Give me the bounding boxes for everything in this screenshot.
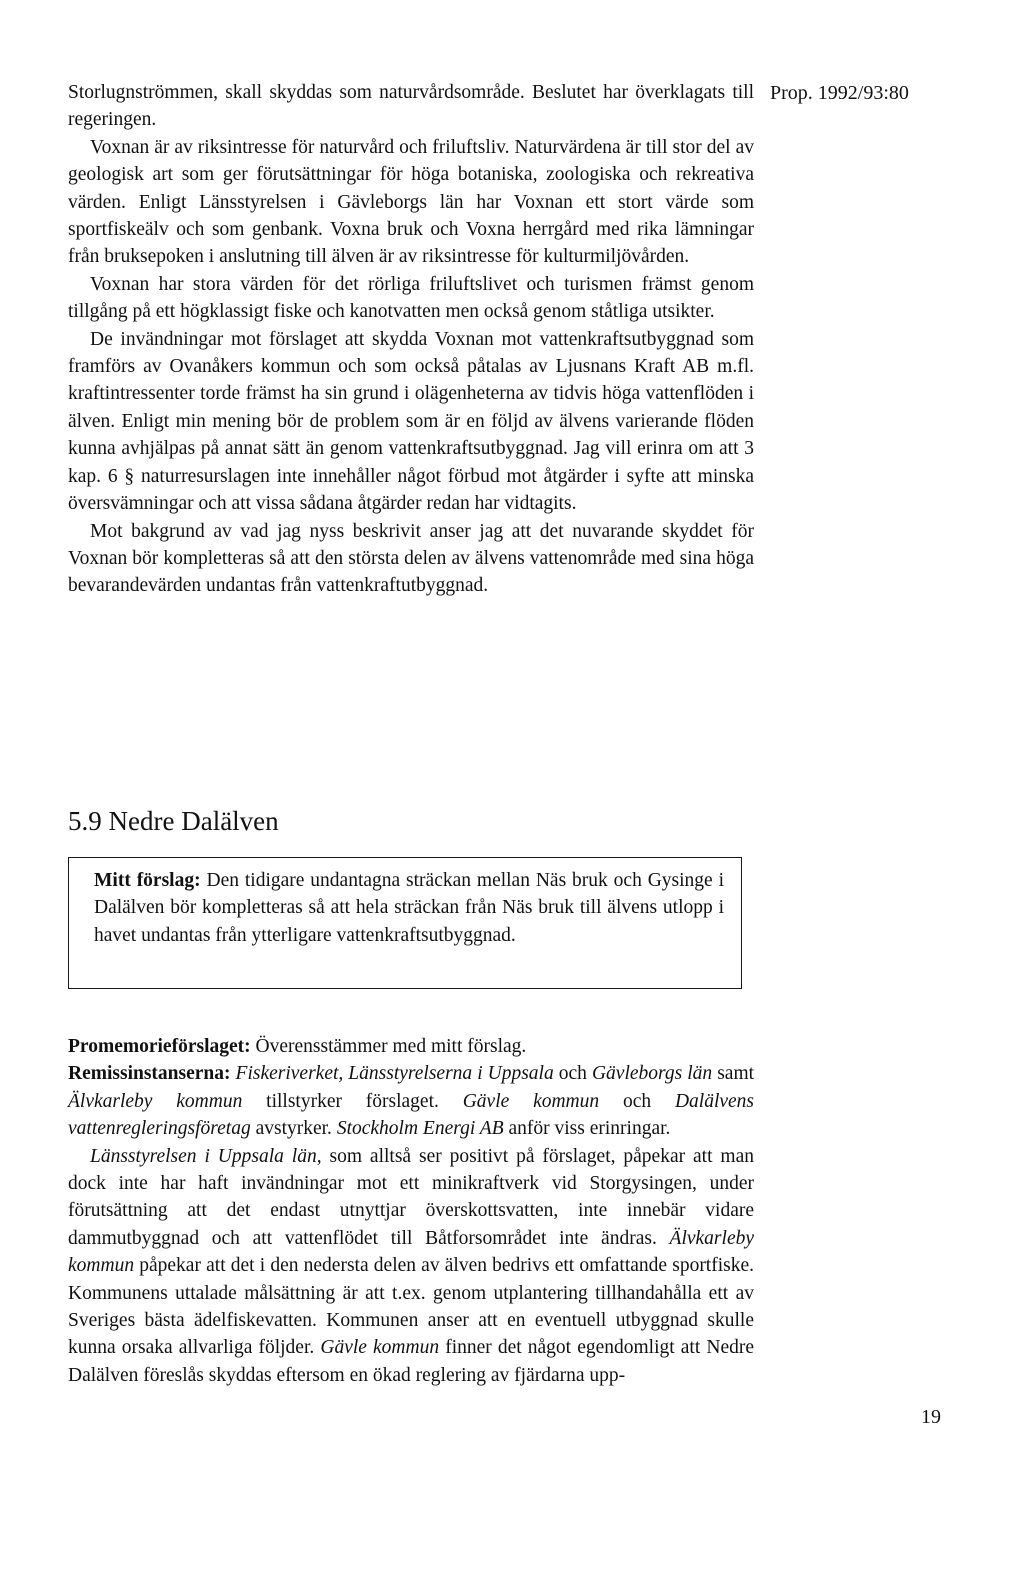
authority-name: Fiskeriverket, Länsstyrelserna i Uppsala [235, 1063, 554, 1085]
section-heading: 5.9 Nedre Dalälven [68, 806, 279, 836]
paragraph: Voxnan är av riksintresse för naturvård och friluftsliv. Naturvärdena är till stor del av geologisk art som ger förutsättningar för höga botaniska, zoologiska och rekreativa värden. Enligt Länsstyrelsen i Gävleborgs län har Voxnan ett stort värde som sportfiskeälv och som genbank. Voxna bruk och Voxna herrgård med rika lämningar från bruksepoken i anslutning till älven är av riksintresse för kulturmiljövården. [68, 136, 754, 268]
authority-name: Dalälvens vattenregleringsföretag [68, 1090, 755, 1140]
paragraph [68, 1143, 754, 1390]
paragraph-text: påpekar att det i den nedersta delen av älven bedrivs ett omfattande sportfiske. Kommunens uttalade målsättning är att t.ex. genom utplantering tillhandahålla ett av Sveriges bästa ädelfiskevatten. Kommunen anser att en eventuell utbyggnad skulle kunna orsaka allvarliga följder. [68, 1255, 755, 1359]
prop-reference: Prop. 1992/93:80 [770, 82, 909, 104]
paragraph-text: finner det något egendomligt att Nedre Dalälven föreslås skyddas eftersom en ökad reglering av fjärdarna upp- [68, 1337, 754, 1386]
paragraph: Storlugnströmmen, skall skyddas som naturvårdsområde. Beslutet har överklagats till regeringen. [68, 82, 754, 131]
remiss-text [68, 1033, 754, 1389]
paragraph: Voxnan har stora värden för det rörliga friluftslivet och turismen främst genom tillgång på ett högklassigt fiske och kanotvatten men också genom ståtliga utsikter. [68, 273, 754, 323]
intro-text [68, 79, 754, 600]
remiss-text: avstyrker. [255, 1118, 332, 1140]
remiss-text: samt [717, 1063, 755, 1085]
page-number: 19 [921, 1406, 941, 1428]
remiss-label: Remissinstanserna: [68, 1063, 231, 1085]
authority-name: Älvkarleby kommun [68, 1090, 243, 1112]
authority-name: Länsstyrelsen i Uppsala län, [90, 1145, 322, 1167]
proposal-body: Den tidigare undantagna sträckan mellan Näs bruk och Gysinge i Dalälven bör kompletteras så att hela sträckan från Näs bruk till älvens utlopp i havet undantas från ytterligare vattenkraftsutbyggnad. [94, 870, 725, 946]
remiss-text: och [558, 1063, 587, 1085]
remiss-text: anför viss erinringar. [508, 1118, 671, 1140]
proposal-text [94, 867, 724, 949]
authority-name: Gävle kommun [320, 1337, 440, 1359]
memo-label: Promemorieförslaget: [68, 1036, 251, 1057]
proposal-box [68, 857, 742, 989]
paragraph: Mot bakgrund av vad jag nyss beskrivit anser jag att det nuvarande skyddet för Voxnan bör kompletteras så att den största delen av älvens vattenområde med sina höga bevarandevärden undantas från vattenkraftutbyggnad. [68, 520, 754, 597]
paragraph-text: som alltså ser positivt på förslaget, påpekar att man dock inte har haft invändningar mot ett minikraftverk vid Storgysingen, under förutsättning att det endast utnyttjar överskottsvatten, inte innebär vidare dammutbyggnad och att vattenflödet till Båtforsområdet inte ändras. [68, 1145, 755, 1249]
remiss-text: tillstyrker förslaget. [266, 1090, 439, 1112]
authority-name: Gävle kommun [462, 1090, 600, 1112]
authority-name: Älvkarleby kommun [68, 1227, 755, 1277]
remiss-text: och [622, 1090, 652, 1112]
paragraph: De invändningar mot förslaget att skydda Voxnan mot vattenkraftsutbyggnad som framförs av Ovanåkers kommun och som också påtalas av Ljusnans Kraft AB m.fl. kraftintressenter torde främst ha sin grund i olägenheterna av tidvis höga vattenflöden i älven. Enligt min mening bör de problem som är en följd av älvens varierande flöden kunna avhjälpas på annat sätt än genom vattenkraftsutbyggnad. Jag vill erinra om att 3 kap. 6 § naturresurslagen inte innehåller något förbud mot åtgärder i syfte att minska översvämningar och att vissa sådana åtgärder redan har vidtagits. [68, 328, 754, 515]
authority-name: Gävleborgs län [591, 1063, 713, 1085]
memo-paragraph [68, 1033, 754, 1060]
authority-name: Stockholm Energi AB [336, 1118, 504, 1140]
proposal-label: Mitt förslag: [94, 870, 201, 891]
remiss-paragraph [68, 1060, 754, 1142]
memo-text: Överensstämmer med mitt förslag. [255, 1036, 527, 1057]
